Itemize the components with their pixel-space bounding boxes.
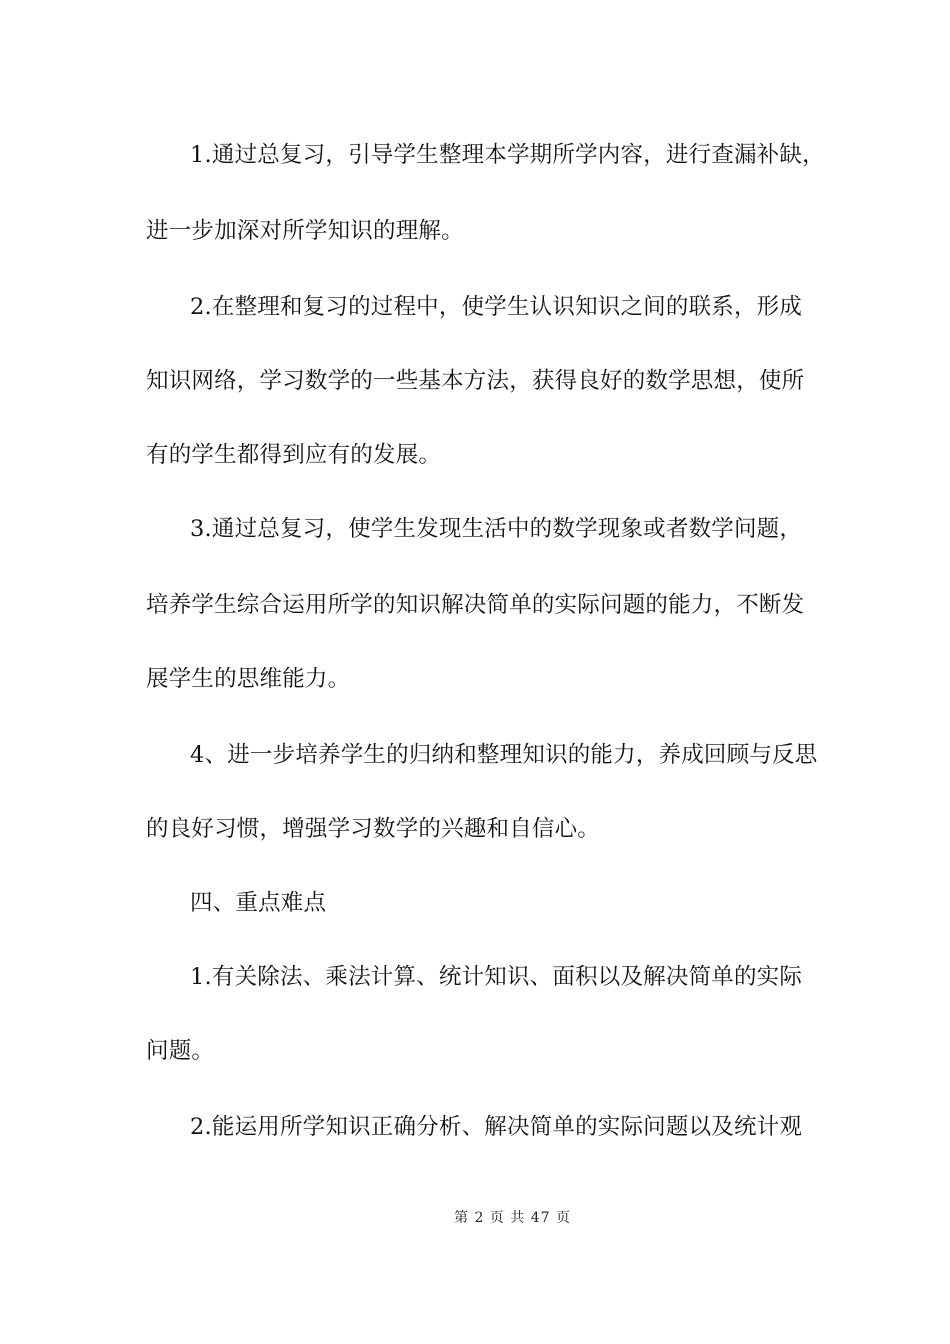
- paragraph-5-line-1: 1.有关除法、乘法计算、统计知识、面积以及解决简单的实际: [190, 964, 803, 990]
- paragraph-2-line-2: 知识网络，学习数学的一些基本方法，获得良好的数学思想，使所: [146, 368, 805, 394]
- page-number-footer: 第 2 页 共 47 页: [454, 1210, 571, 1226]
- paragraph-5-line-2: 问题。: [146, 1038, 215, 1064]
- paragraph-4-line-1: 4、进一步培养学生的归纳和整理知识的能力，养成回顾与反思: [190, 742, 818, 768]
- paragraph-1-line-1: 1.通过总复习，引导学生整理本学期所学内容，进行查漏补缺，: [190, 142, 825, 168]
- paragraph-3-line-3: 展学生的思维能力。: [146, 666, 351, 692]
- paragraph-3-line-1: 3.通过总复习，使学生发现生活中的数学现象或者数学问题，: [190, 516, 803, 542]
- section-heading: 四、重点难点: [190, 890, 327, 916]
- paragraph-6-line-1: 2.能运用所学知识正确分析、解决简单的实际问题以及统计观: [190, 1114, 803, 1140]
- paragraph-2-line-1: 2.在整理和复习的过程中，使学生认识知识之间的联系，形成: [190, 294, 803, 320]
- paragraph-1-line-2: 进一步加深对所学知识的理解。: [146, 218, 464, 244]
- paragraph-3-line-2: 培养学生综合运用所学的知识解决简单的实际问题的能力，不断发: [146, 592, 805, 618]
- paragraph-4-line-2: 的良好习惯，增强学习数学的兴趣和自信心。: [146, 816, 601, 842]
- paragraph-2-line-3: 有的学生都得到应有的发展。: [146, 442, 442, 468]
